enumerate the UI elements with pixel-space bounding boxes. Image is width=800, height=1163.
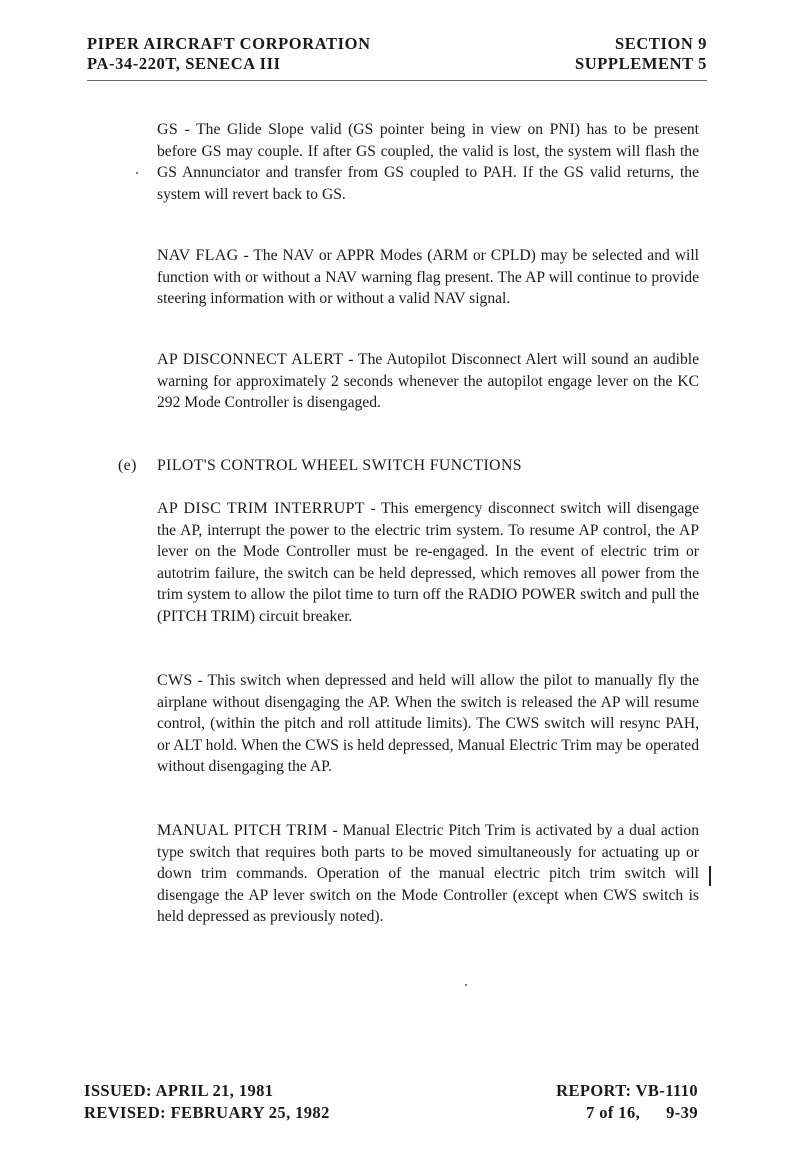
page-header: [87, 34, 707, 74]
section-e-label: (e): [118, 457, 137, 474]
gs-lead: GS: [157, 121, 179, 138]
section-number: SECTION 9: [614, 34, 707, 53]
revision-change-bar: [709, 866, 711, 886]
nav-flag-lead: NAV FLAG: [157, 247, 239, 264]
page-number: 9-39: [666, 1103, 698, 1122]
aircraft-model: PA-34-220T, SENECA III: [87, 54, 281, 73]
nav-flag-paragraph: [157, 245, 699, 310]
gs-text: - The Glide Slope valid (GS pointer being in view on PNI) has to be present before GS may couple. If after GS coupled, the valid is lost, the system will flash the GS Annunciator and transfer from GS coupled to PAH. If the GS valid returns, the system will revert back to GS.: [157, 121, 699, 203]
ap-disc-trim-interrupt-paragraph: [157, 498, 699, 628]
section-e-title: PILOT'S CONTROL WHEEL SWITCH FUNCTIONS: [157, 457, 522, 474]
cws-paragraph: [157, 670, 699, 778]
cws-text: - This switch when depressed and held will allow the pilot to manually fly the airplane without disengaging the AP. When the switch is released the AP will resume control, (within the pitch and roll attitude limits). The CWS switch will resync PAH, or ALT hold. When the CWS is held depressed, Manual Electric Trim may be operated without disengaging the AP.: [157, 672, 699, 776]
page-reference: [586, 1102, 698, 1124]
section-e-heading: [118, 457, 522, 475]
ap-disconnect-alert-text: - The Autopilot Disconnect Alert will sound an audible warning for approximately 2 seconds whenever the autopilot engage lever on the KC 292 Mode Controller is disengaged.: [157, 351, 699, 412]
issued-date: ISSUED: APRIL 21, 1981: [84, 1081, 274, 1100]
header-divider: [87, 80, 707, 81]
report-number: REPORT: VB-1110: [556, 1081, 698, 1100]
nav-flag-text: - The NAV or APPR Modes (ARM or CPLD) may be selected and will function with or without a NAV warning flag present. The AP will continue to provide steering information with or without a valid NAV signal.: [157, 247, 699, 308]
gs-paragraph: [157, 119, 699, 205]
page-footer: [84, 1080, 698, 1124]
ap-disconnect-alert-paragraph: [157, 349, 699, 414]
company-name: PIPER AIRCRAFT CORPORATION: [87, 34, 371, 53]
scan-speck: [136, 172, 138, 174]
cws-lead: CWS: [157, 672, 193, 689]
manual-pitch-trim-text: - Manual Electric Pitch Trim is activated by a dual action type switch that requires both parts to be moved simultaneously for actuating up or down trim commands. Operation of the manual electric pitch trim switch will disengage the AP lever switch on the Mode Controller (except when CWS switch is held depressed as previously noted).: [157, 822, 699, 926]
revised-date: REVISED: FEBRUARY 25, 1982: [84, 1103, 330, 1122]
ap-disc-trim-interrupt-text: - This emergency disconnect switch will disengage the AP, interrupt the power to the electric trim system. To resume AP control, the AP lever on the Mode Controller must be re-engaged. In the event of electric trim or autotrim failure, the switch can be held depressed, which removes all power from the trim system to allow the pilot time to turn off the RADIO POWER switch and pull the (PITCH TRIM) circuit breaker.: [157, 500, 699, 625]
page-of: 7 of 16,: [586, 1103, 641, 1122]
supplement-number: SUPPLEMENT 5: [574, 54, 707, 73]
scan-speck: [465, 984, 467, 986]
manual-pitch-trim-lead: MANUAL PITCH TRIM: [157, 822, 328, 839]
ap-disc-trim-interrupt-lead: AP DISC TRIM INTERRUPT: [157, 500, 365, 517]
ap-disconnect-alert-lead: AP DISCONNECT ALERT: [157, 351, 344, 368]
manual-pitch-trim-paragraph: [157, 820, 699, 928]
